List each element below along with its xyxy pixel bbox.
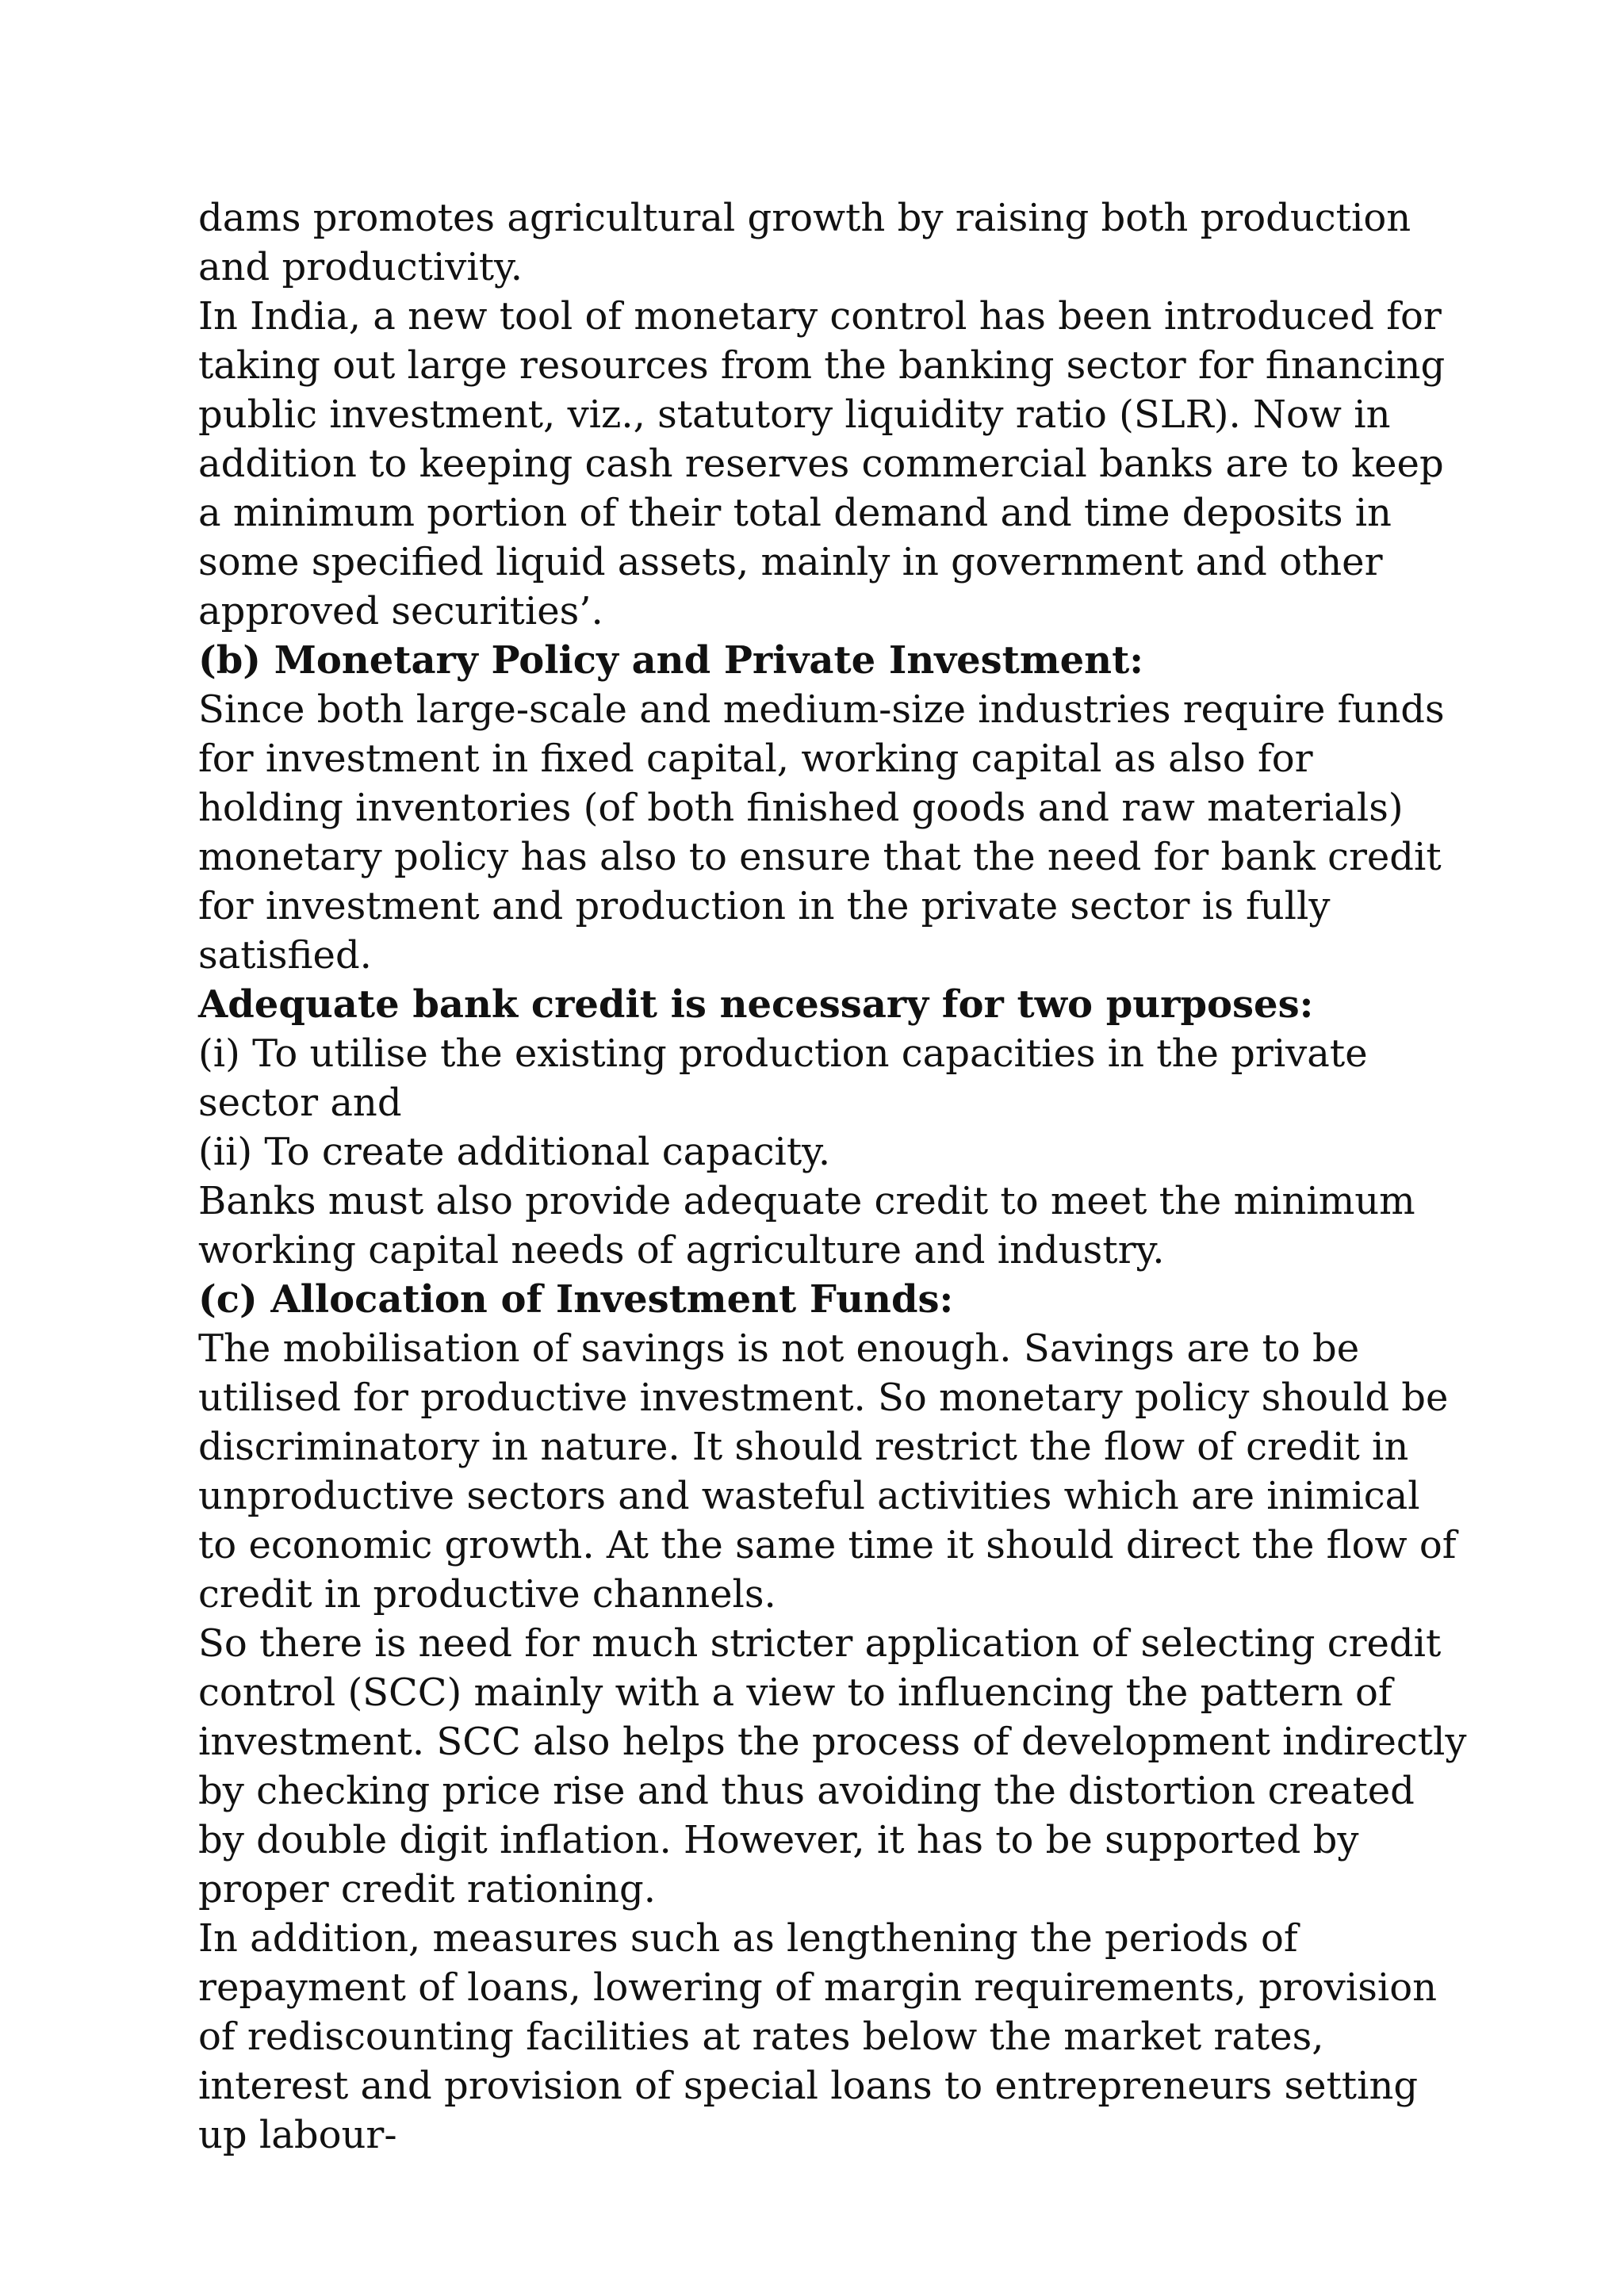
paragraph-agricultural-growth: dams promotes agricultural growth by raising both production and productivity. [198,196,1411,289]
paragraph-working-capital: Banks must also provide adequate credit to meet the minimum working capital needs of agriculture and industry. [198,1179,1415,1272]
paragraph-additional-measures: In addition, measures such as lengthening the periods of repayment of loans, lowering of margin requirements, provision of rediscounting facilities at rates below the market rates, interest and provision of special loans to entrepreneurs setting up labour- [198,1916,1438,2157]
document-body [198,193,1467,2160]
list-item-purpose-1: (i) To utilise the existing production capacities in the private sector and [198,1031,1368,1125]
heading-monetary-policy-private-investment: (b) Monetary Policy and Private Investment: [198,638,1143,683]
paragraph-slr: In India, a new tool of monetary control has been introduced for taking out large resources from the banking sector for financing public investment, viz., statutory liquidity ratio (SLR). Now in addition to keeping cash reserves commercial banks are to keep a minimum portion of their total demand and time deposits in some specified liquid assets, mainly in government and other approved securities’. [198,294,1446,633]
paragraph-mobilisation-savings: The mobilisation of savings is not enough. Savings are to be utilised for productive investment. So monetary policy should be discriminatory in nature. It should restrict the flow of credit in unproductive sectors and wasteful activities which are inimical to economic growth. At the same time it should direct the flow of credit in productive channels. [198,1326,1457,1617]
heading-allocation-investment-funds: (c) Allocation of Investment Funds: [198,1277,954,1322]
heading-adequate-bank-credit: Adequate bank credit is necessary for two purposes: [198,982,1314,1027]
paragraph-selective-credit-control: So there is need for much stricter application of selecting credit control (SCC) mainly with a view to influencing the pattern of investment. SCC also helps the process of development indirectly by checking price rise and thus avoiding the distortion created by double digit inflation. However, it has to be supported by proper credit rationing. [198,1621,1467,1911]
list-item-purpose-2: (ii) To create additional capacity. [198,1130,831,1174]
paragraph-bank-credit-private-sector: Since both large-scale and medium-size industries require funds for investment in fixed capital, working capital as also for holding inventories (of both finished goods and raw materials) monetary policy has also to ensure that the need for bank credit for investment and production in the private sector is fully satisfied. [198,687,1445,978]
